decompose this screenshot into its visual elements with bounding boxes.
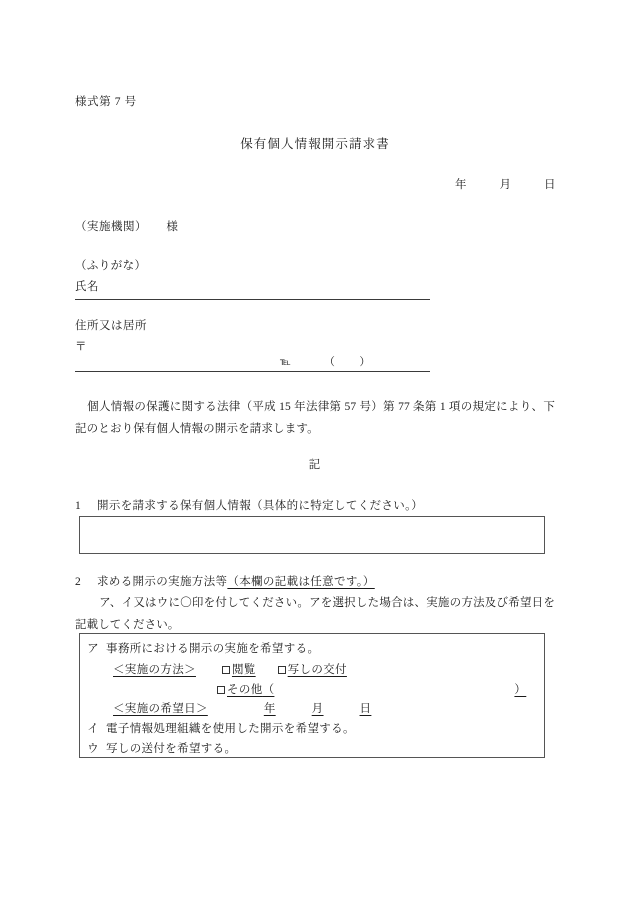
other-paren-close: ） <box>514 684 527 696</box>
telephone-group <box>280 353 371 372</box>
option-u-text: 写しの送付を希望する。 <box>106 743 237 755</box>
section2-label-optional-note: （本欄の記載は任意です。） <box>227 576 375 588</box>
page-title: 保有個人情報開示請求書 <box>240 137 390 151</box>
option-u-marker: ウ <box>87 743 99 755</box>
option-i[interactable] <box>80 719 544 739</box>
furigana-label: （ふりがな） <box>75 260 147 272</box>
implementation-method-label: ＜実施の方法＞ <box>113 664 196 676</box>
option-a-text: 事務所における開示の実施を希望する。 <box>106 643 320 655</box>
option-u[interactable] <box>80 739 544 759</box>
implementation-method-row <box>113 660 347 680</box>
telephone-icon: ℡ <box>280 357 291 368</box>
section2-note-line1: ア、イ又はウに〇印を付してください。アを選択した場合は、実施の方法及び希望日 <box>99 597 544 609</box>
section1-heading <box>75 496 423 516</box>
checkbox-other-icon[interactable] <box>217 686 225 694</box>
address-field[interactable] <box>75 352 430 372</box>
legal-paragraph <box>75 396 555 441</box>
date-line <box>455 175 556 195</box>
name-label: 氏名 <box>75 281 99 293</box>
section1-label: 開示を請求する保有個人情報（具体的に特定してください。） <box>97 500 424 512</box>
paren-open: （ <box>323 356 336 368</box>
disclosure-method-box <box>79 633 545 758</box>
checkbox-copy-icon[interactable] <box>278 666 286 674</box>
addressee-organization: （実施機関） <box>75 221 147 233</box>
checkbox-browse-label: 閲覧 <box>231 664 256 676</box>
date-month-label: 月 <box>499 179 512 191</box>
wish-date-year: 年 <box>263 703 276 715</box>
section2-number: 2 <box>75 576 82 588</box>
checkbox-browse[interactable] <box>222 664 256 676</box>
wish-date-day: 日 <box>359 703 372 715</box>
section2-note-line2: を記載してください。 <box>75 597 555 632</box>
other-paren-open: （ <box>262 684 275 696</box>
checkbox-browse-icon[interactable] <box>222 666 230 674</box>
telephone-area-code-field[interactable] <box>324 353 371 372</box>
postal-mark: 〒 <box>75 341 87 353</box>
checkbox-copy-label: 写しの交付 <box>287 664 347 676</box>
date-year-label: 年 <box>455 179 467 191</box>
form-number: 様式第 7 号 <box>75 96 137 108</box>
legal-paragraph-line2: のとおり保有個人情報の開示を請求します。 <box>86 423 319 436</box>
ki-marker: 記 <box>308 459 322 471</box>
section2-label: 求める開示の実施方法等 <box>97 576 228 588</box>
option-a-marker: ア <box>87 643 99 655</box>
checkbox-copy[interactable] <box>278 664 347 676</box>
addressee-honorific: 様 <box>166 221 179 233</box>
section2-instructions <box>75 592 555 637</box>
checkbox-other-label: その他 <box>227 684 263 696</box>
wish-date-row[interactable] <box>113 699 371 719</box>
section1-input-box[interactable] <box>79 516 545 554</box>
paren-close: ） <box>359 356 371 368</box>
section2-heading <box>75 572 375 592</box>
option-i-text: 電子情報処理組織を使用した開示を希望する。 <box>106 723 355 735</box>
address-label: 住所又は居所 <box>75 320 147 332</box>
checkbox-other-row[interactable] <box>217 680 526 700</box>
addressee <box>75 217 178 237</box>
wish-date-month: 月 <box>311 703 324 715</box>
section1-number: 1 <box>75 500 82 512</box>
wish-date-label: ＜実施の希望日＞ <box>113 703 208 715</box>
legal-paragraph-line1: 個人情報の保護に関する法律（平成 15 年法律第 57 号）第 77 条第 1 項の規定により、下記 <box>75 401 555 436</box>
date-day-label: 日 <box>543 179 556 191</box>
option-a[interactable] <box>80 639 544 659</box>
option-i-marker: イ <box>87 723 99 735</box>
name-field[interactable] <box>75 277 430 300</box>
